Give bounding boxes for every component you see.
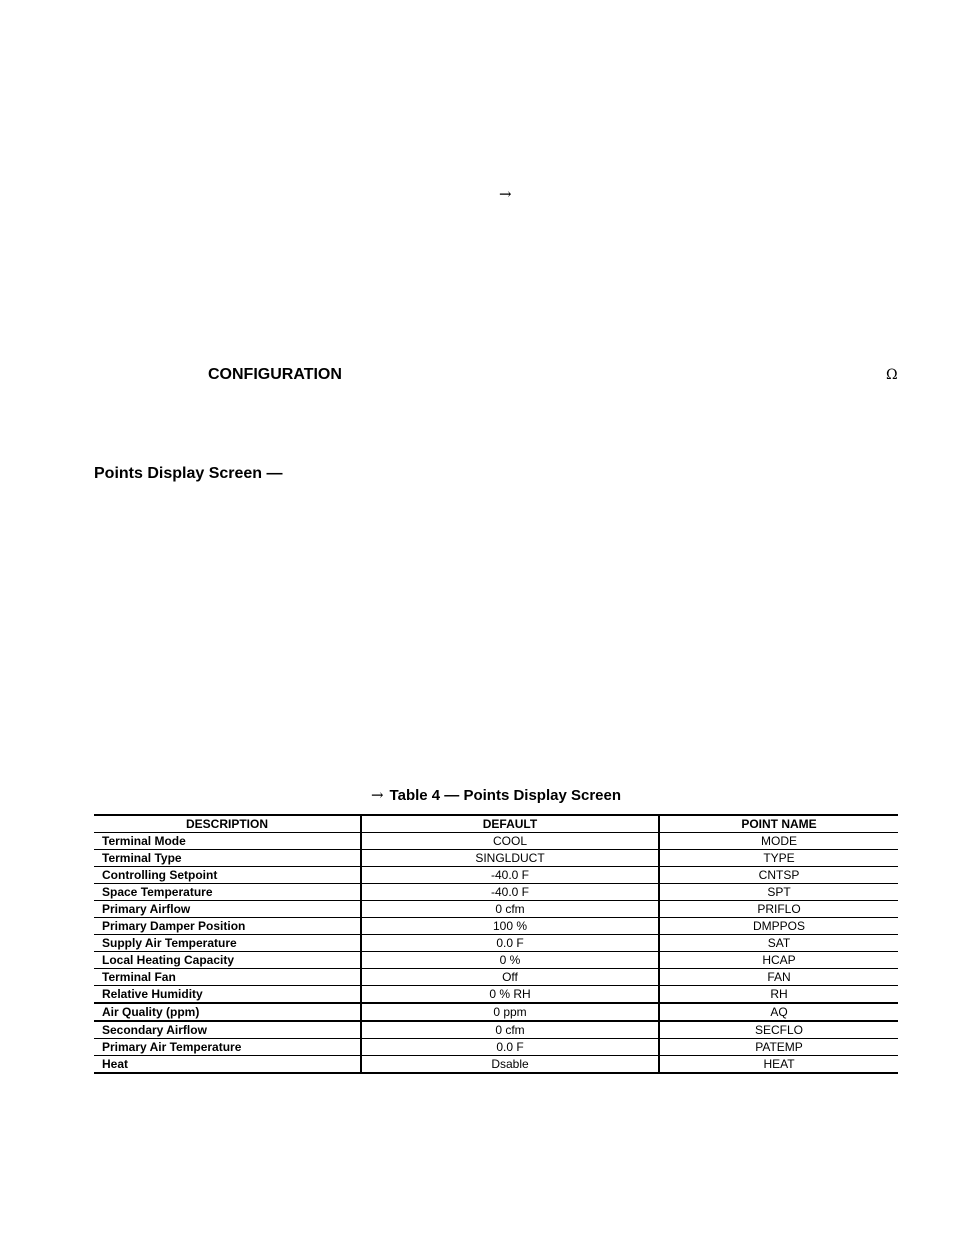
table-row: [94, 1039, 898, 1056]
row-point-name: AQ: [659, 1003, 898, 1021]
row-description: Relative Humidity: [94, 986, 361, 1004]
row-default: Dsable: [361, 1056, 659, 1074]
row-point-name: SECFLO: [659, 1021, 898, 1039]
header-description: DESCRIPTION: [94, 815, 361, 833]
row-default: 0.0 F: [361, 1039, 659, 1056]
row-point-name: HEAT: [659, 1056, 898, 1074]
table-row: [94, 918, 898, 935]
row-default: 0 cfm: [361, 1021, 659, 1039]
row-description: Space Temperature: [94, 884, 361, 901]
row-description: Primary Damper Position: [94, 918, 361, 935]
row-description: Air Quality (ppm): [94, 1003, 361, 1021]
row-description: Primary Air Temperature: [94, 1039, 361, 1056]
table-row: [94, 1021, 898, 1039]
row-description: Primary Airflow: [94, 901, 361, 918]
row-default: 0.0 F: [361, 935, 659, 952]
row-default: -40.0 F: [361, 867, 659, 884]
row-point-name: HCAP: [659, 952, 898, 969]
revision-arrow-marker: →: [499, 185, 512, 203]
table-caption: [94, 786, 898, 805]
row-description: Supply Air Temperature: [94, 935, 361, 952]
points-display-screen-heading: Points Display Screen —: [94, 465, 283, 482]
table-row: [94, 901, 898, 918]
row-default: Off: [361, 969, 659, 986]
omega-symbol: Ω: [886, 367, 898, 383]
row-default: -40.0 F: [361, 884, 659, 901]
row-point-name: RH: [659, 986, 898, 1004]
row-point-name: PATEMP: [659, 1039, 898, 1056]
table-row: [94, 935, 898, 952]
configuration-heading: CONFIGURATION: [208, 366, 342, 383]
table-row: [94, 850, 898, 867]
table-row: [94, 1003, 898, 1021]
row-point-name: DMPPOS: [659, 918, 898, 935]
table-row: [94, 952, 898, 969]
row-default: 0 % RH: [361, 986, 659, 1004]
row-description: Secondary Airflow: [94, 1021, 361, 1039]
caption-revision-arrow: →: [370, 786, 384, 804]
row-point-name: TYPE: [659, 850, 898, 867]
row-point-name: SAT: [659, 935, 898, 952]
table-row: [94, 986, 898, 1004]
header-point-name: POINT NAME: [659, 815, 898, 833]
table-row: [94, 867, 898, 884]
row-point-name: CNTSP: [659, 867, 898, 884]
row-default: 100 %: [361, 918, 659, 935]
row-description: Terminal Type: [94, 850, 361, 867]
row-default: 0 cfm: [361, 901, 659, 918]
row-description: Local Heating Capacity: [94, 952, 361, 969]
row-description: Controlling Setpoint: [94, 867, 361, 884]
row-point-name: FAN: [659, 969, 898, 986]
points-display-table: [94, 814, 898, 1074]
row-description: Heat: [94, 1056, 361, 1074]
row-point-name: SPT: [659, 884, 898, 901]
row-point-name: MODE: [659, 833, 898, 850]
caption-text: Table 4 — Points Display Screen: [389, 787, 622, 804]
row-default: 0 %: [361, 952, 659, 969]
table-row: [94, 969, 898, 986]
row-description: Terminal Mode: [94, 833, 361, 850]
row-default: COOL: [361, 833, 659, 850]
header-default: DEFAULT: [361, 815, 659, 833]
table-header-row: [94, 815, 898, 833]
table-row: [94, 884, 898, 901]
table-row: [94, 1056, 898, 1074]
row-point-name: PRIFLO: [659, 901, 898, 918]
row-description: Terminal Fan: [94, 969, 361, 986]
table-row: [94, 833, 898, 850]
row-default: 0 ppm: [361, 1003, 659, 1021]
row-default: SINGLDUCT: [361, 850, 659, 867]
